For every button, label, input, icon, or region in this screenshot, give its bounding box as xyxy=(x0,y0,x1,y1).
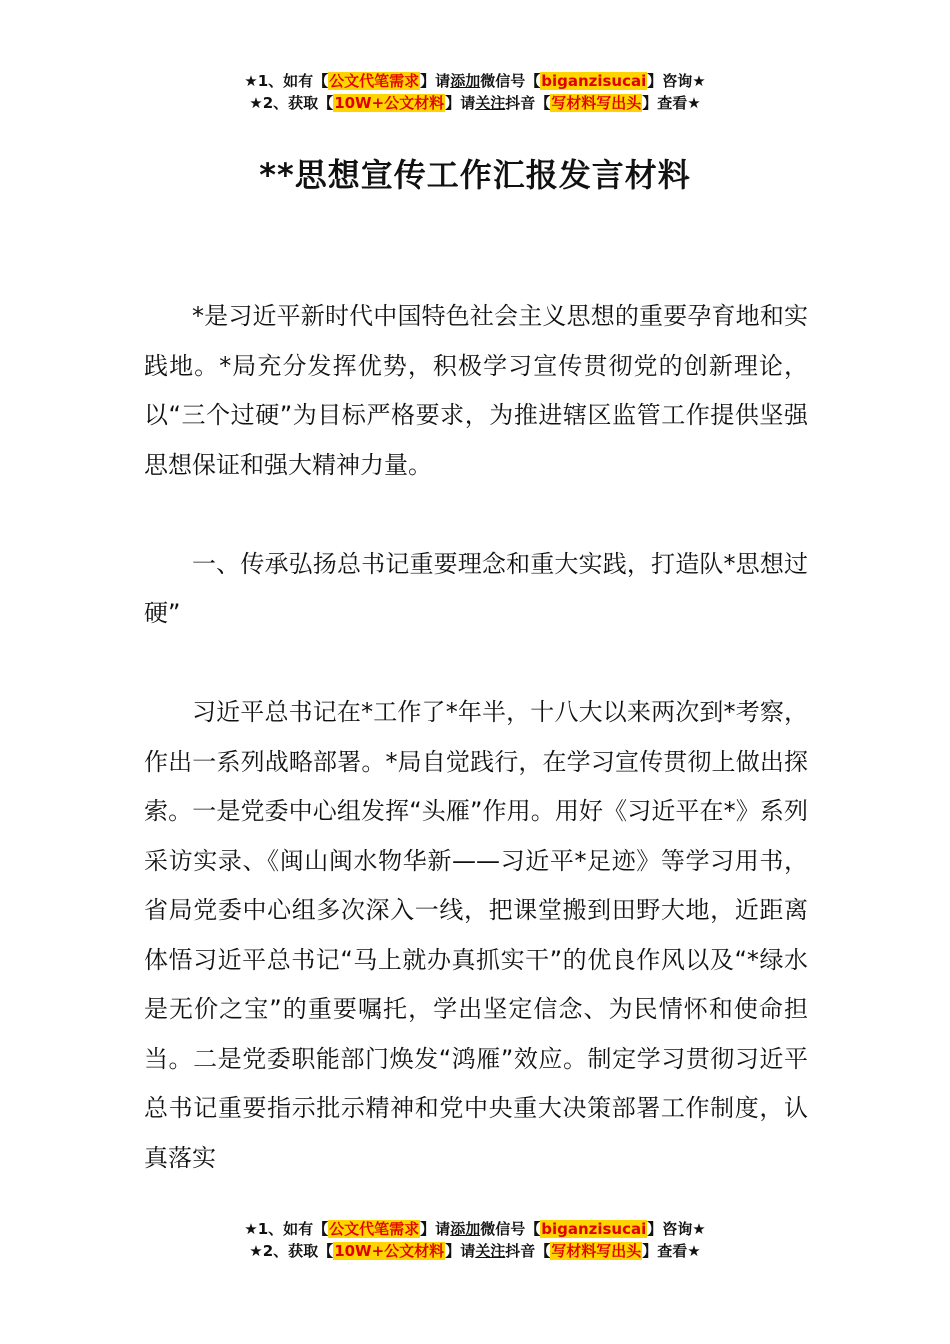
banner-line-2 xyxy=(0,1240,950,1262)
banner-text: 抖音【 xyxy=(505,1242,551,1260)
underlined-text: 添加 xyxy=(450,72,481,90)
paragraph: 习近平总书记在*工作了*年半，十八大以来两次到*考察，作出一系列战略部署。*局自觉践行，在学习宣传贯彻上做出探索。一是党委中心组发挥“头雁”作用。用好《习近平在*》系列采访实录、《闽山闽水物华新——习近平*足迹》等学习用书，省局党委中心组多次深入一线，把课堂搬到田野大地，近距离体悟习近平总书记“马上就办真抓实干”的优良作风以及“*绿水是无价之宝”的重要嘱托，学出坚定信念、为民情怀和使命担当。二是党委职能部门焕发“鸿雁”效应。制定学习贯彻习近平总书记重要指示批示精神和党中央重大决策部署工作制度，认真落实 xyxy=(144,698,808,1172)
banner-text: 】请 xyxy=(445,1242,476,1260)
footer-banner xyxy=(0,1218,950,1262)
highlight-tag: 10W+公文材料 xyxy=(334,1242,445,1260)
banner-line-1 xyxy=(0,70,950,92)
document-title: **思想宣传工作汇报发言材料 xyxy=(259,156,691,194)
highlight-tag: biganzisucai xyxy=(541,1220,647,1238)
banner-text: ★2、获取【 xyxy=(249,1242,334,1260)
banner-text: 抖音【 xyxy=(505,94,551,112)
document-body xyxy=(144,292,808,1183)
underlined-text: 关注 xyxy=(475,1242,506,1260)
banner-text: 】咨询★ xyxy=(647,72,706,90)
banner-text: ★1、如有【 xyxy=(244,1220,329,1238)
highlight-tag: 写材料写出头 xyxy=(551,1242,642,1260)
highlight-tag: 公文代笔需求 xyxy=(329,1220,420,1238)
highlight-tag: biganzisucai xyxy=(541,72,647,90)
highlight-tag: 公文代笔需求 xyxy=(329,72,420,90)
banner-line-2 xyxy=(0,92,950,114)
banner-text: 】查看★ xyxy=(642,94,701,112)
header-banner xyxy=(0,70,950,114)
banner-text: 微信号【 xyxy=(480,72,541,90)
highlight-tag: 写材料写出头 xyxy=(551,94,642,112)
underlined-text: 添加 xyxy=(450,1220,481,1238)
banner-text: 】咨询★ xyxy=(647,1220,706,1238)
banner-text: 】请 xyxy=(420,1220,451,1238)
banner-text: ★1、如有【 xyxy=(244,72,329,90)
banner-text: 微信号【 xyxy=(480,1220,541,1238)
highlight-tag: 10W+公文材料 xyxy=(334,94,445,112)
section-heading: 一、传承弘扬总书记重要理念和重大实践，打造队*思想过硬” xyxy=(144,549,808,627)
banner-text: 】查看★ xyxy=(642,1242,701,1260)
banner-text: 】请 xyxy=(445,94,476,112)
underlined-text: 关注 xyxy=(475,94,506,112)
banner-text: ★2、获取【 xyxy=(249,94,334,112)
paragraph: *是习近平新时代中国特色社会主义思想的重要孕育地和实践地。*局充分发挥优势，积极学习宣传贯彻党的创新理论，以“三个过硬”为目标严格要求，为推进辖区监管工作提供坚强思想保证和强大精神力量。 xyxy=(144,302,808,479)
banner-line-1 xyxy=(0,1218,950,1240)
banner-text: 】请 xyxy=(420,72,451,90)
